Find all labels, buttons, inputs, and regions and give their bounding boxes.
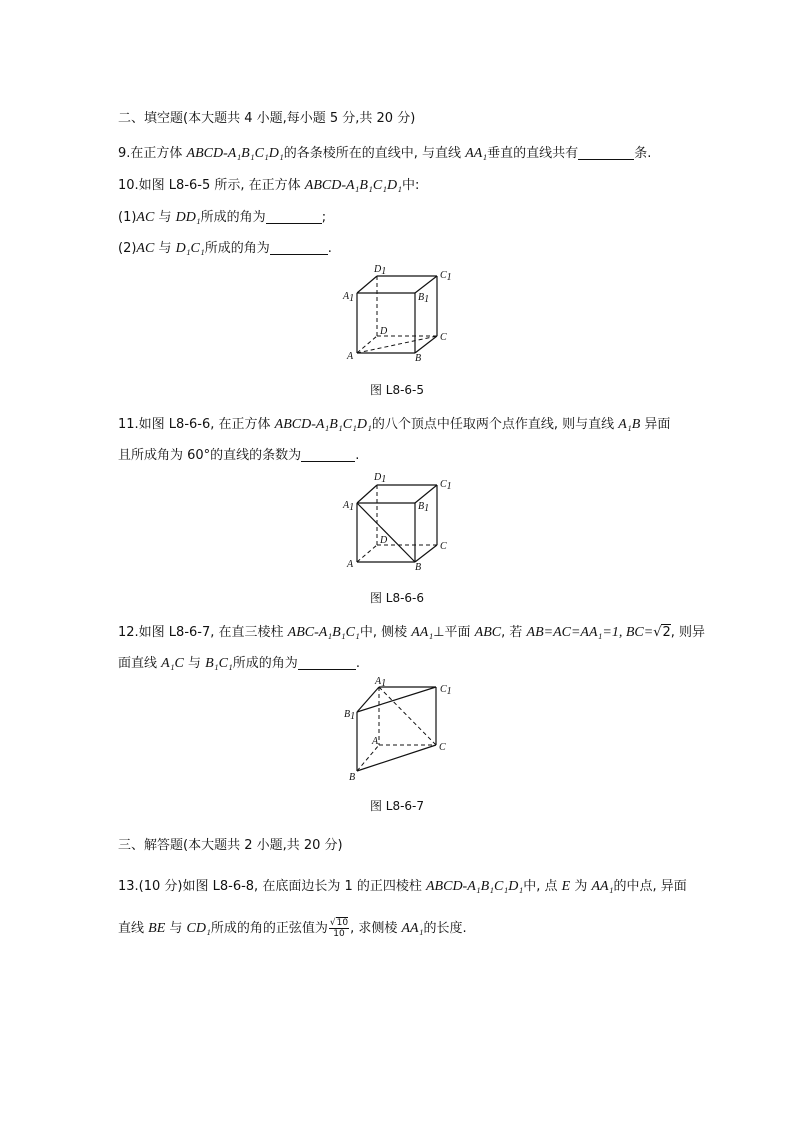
fig3-label-b1: B1 <box>344 709 356 722</box>
q13-edge-2: AA₁ <box>401 921 424 936</box>
q12-text-b: 中, 侧棱 <box>359 625 412 640</box>
q12-line2-a: 面直线 <box>118 656 162 671</box>
q12-edge: AA₁ <box>411 625 434 640</box>
fig1-label-c1: C1 <box>440 270 452 283</box>
fig2-label-b1: B1 <box>418 501 430 514</box>
sqrt-sign: √ <box>329 918 336 928</box>
q13-line2-c: 所成的角的正弦值为 <box>210 921 328 936</box>
q11-line2-a: 且所成角为 60°的直线的条数为 <box>118 448 302 463</box>
q13-edge: AA₁ <box>591 879 614 894</box>
q13-text-a: 13.(10 分)如图 L8-6-8, 在底面边长为 1 的正四棱柱 <box>118 879 426 894</box>
q10-p1-y: DD₁ <box>175 210 201 225</box>
fig2-label-c1: C1 <box>440 479 452 492</box>
fig2-label-d: D <box>380 535 388 546</box>
q9-line: AA₁ <box>465 146 488 161</box>
q10-p1-c: 所成的角为 <box>200 210 266 225</box>
q12-condition: AB=AC=AA₁=1, BC= <box>526 625 654 640</box>
q11-text-b: 的八个顶点中任取两个点作直线, 则与直线 <box>371 417 619 432</box>
q13-line2-b: 与 <box>165 921 187 936</box>
q9-text-b: 的各条棱所在的直线中, 与直线 <box>283 146 466 161</box>
fig3-label-c: C <box>439 742 446 753</box>
q10-p2-b: 与 <box>154 241 176 256</box>
q13-line2-d: , 求侧棱 <box>350 921 402 936</box>
q10-intro-a: 10.如图 L8-6-5 所示, 在正方体 <box>118 178 305 193</box>
fig2-label-a1: A1 <box>343 500 355 513</box>
q13-line-2 <box>118 918 467 939</box>
fig1-label-d: D <box>380 326 388 337</box>
figure-l8-6-6-caption: 图 L8-6-6 <box>369 591 425 605</box>
fraction-denominator: 10 <box>333 929 345 939</box>
q13-text-b: 中, 点 <box>523 879 562 894</box>
q9-text-c: 垂直的直线共有 <box>487 146 579 161</box>
q12-text-a: 12.如图 L8-6-7, 在直三棱柱 <box>118 625 288 640</box>
fraction-numerator <box>329 918 349 929</box>
q10-p1-x: AC <box>136 210 155 225</box>
q12-text-e: , 则异 <box>670 625 706 640</box>
q12-plane: ABC <box>474 625 502 640</box>
section-2-heading: 二、填空题(本大题共 4 小题,每小题 5 分,共 20 分) <box>118 111 416 126</box>
q10-intro-b: 中: <box>402 178 420 193</box>
q10-p2-y: D₁C₁ <box>175 241 205 256</box>
q12-text-d: , 若 <box>501 625 527 640</box>
q10-p1-d: ; <box>321 210 327 225</box>
q12-l2: B₁C₁ <box>205 656 233 671</box>
sine-value-fraction <box>329 918 349 939</box>
fig2-label-d1: D1 <box>374 472 387 485</box>
q13-text-d: 的中点, 异面 <box>613 879 687 894</box>
fig2-label-a: A <box>347 559 354 570</box>
q12-sqrt-value: 2 <box>662 625 671 640</box>
q12-text-c: ⊥平面 <box>433 625 475 640</box>
q12-line2-b: 与 <box>183 656 206 671</box>
q12-prism: ABC-A₁B₁C₁ <box>287 625 360 640</box>
q10-p2-a: (2) <box>118 241 137 256</box>
q9-text-d: 条. <box>634 146 652 161</box>
q10-p2-c: 所成的角为 <box>204 241 270 256</box>
question-13 <box>118 878 687 896</box>
numerator-radicand: 10 <box>336 918 349 928</box>
q13-text-c: 为 <box>570 879 592 894</box>
q12-line2-d: . <box>355 656 360 671</box>
q13-prism: ABCD-A₁B₁C₁D₁ <box>426 879 524 894</box>
fig3-label-a1: A1 <box>375 676 387 689</box>
q11-text-a: 11.如图 L8-6-6, 在正方体 <box>118 417 275 432</box>
q10-p2-x: AC <box>136 241 155 256</box>
q11-line: A₁B <box>618 417 641 432</box>
fig1-label-a1: A1 <box>343 291 355 304</box>
fig2-label-b: B <box>415 562 422 573</box>
fig1-label-a: A <box>347 351 354 362</box>
q13-l1: BE <box>148 921 166 936</box>
fig1-label-c: C <box>440 332 447 343</box>
figure-l8-6-5-caption: 图 L8-6-5 <box>369 383 425 397</box>
q13-line2-a: 直线 <box>118 921 149 936</box>
q10-cube: ABCD-A₁B₁C₁D₁ <box>304 178 403 193</box>
q11-cube: ABCD-A₁B₁C₁D₁ <box>274 417 372 432</box>
q12-l1: A₁C <box>161 656 184 671</box>
q11-text-c: 异面 <box>640 417 671 432</box>
q13-l2: CD₁ <box>186 921 211 936</box>
fig2-label-c: C <box>440 541 447 552</box>
q13-line2-e: 的长度. <box>423 921 467 936</box>
fig3-label-a: A <box>372 736 379 747</box>
q9-text-a: 9.在正方体 <box>118 146 187 161</box>
fig1-label-b1: B1 <box>418 292 430 305</box>
q12-line2-c: 所成的角为 <box>232 656 298 671</box>
fig3-label-b: B <box>349 772 356 783</box>
fig1-label-b: B <box>415 353 422 364</box>
fig1-label-d1: D1 <box>374 264 387 277</box>
q13-point: E <box>561 879 571 894</box>
q10-p2-d: . <box>327 241 332 256</box>
figure-l8-6-7-caption: 图 L8-6-7 <box>369 799 425 813</box>
q10-p1-b: 与 <box>154 210 176 225</box>
q10-p1-a: (1) <box>118 210 137 225</box>
section-3-heading: 三、解答题(本大题共 2 小题,共 20 分) <box>118 838 343 853</box>
q9-cube: ABCD-A₁B₁C₁D₁ <box>186 146 284 161</box>
sqrt-sign: √ <box>653 625 662 640</box>
q11-line2-b: . <box>355 448 360 463</box>
fig3-label-c1: C1 <box>440 684 452 697</box>
